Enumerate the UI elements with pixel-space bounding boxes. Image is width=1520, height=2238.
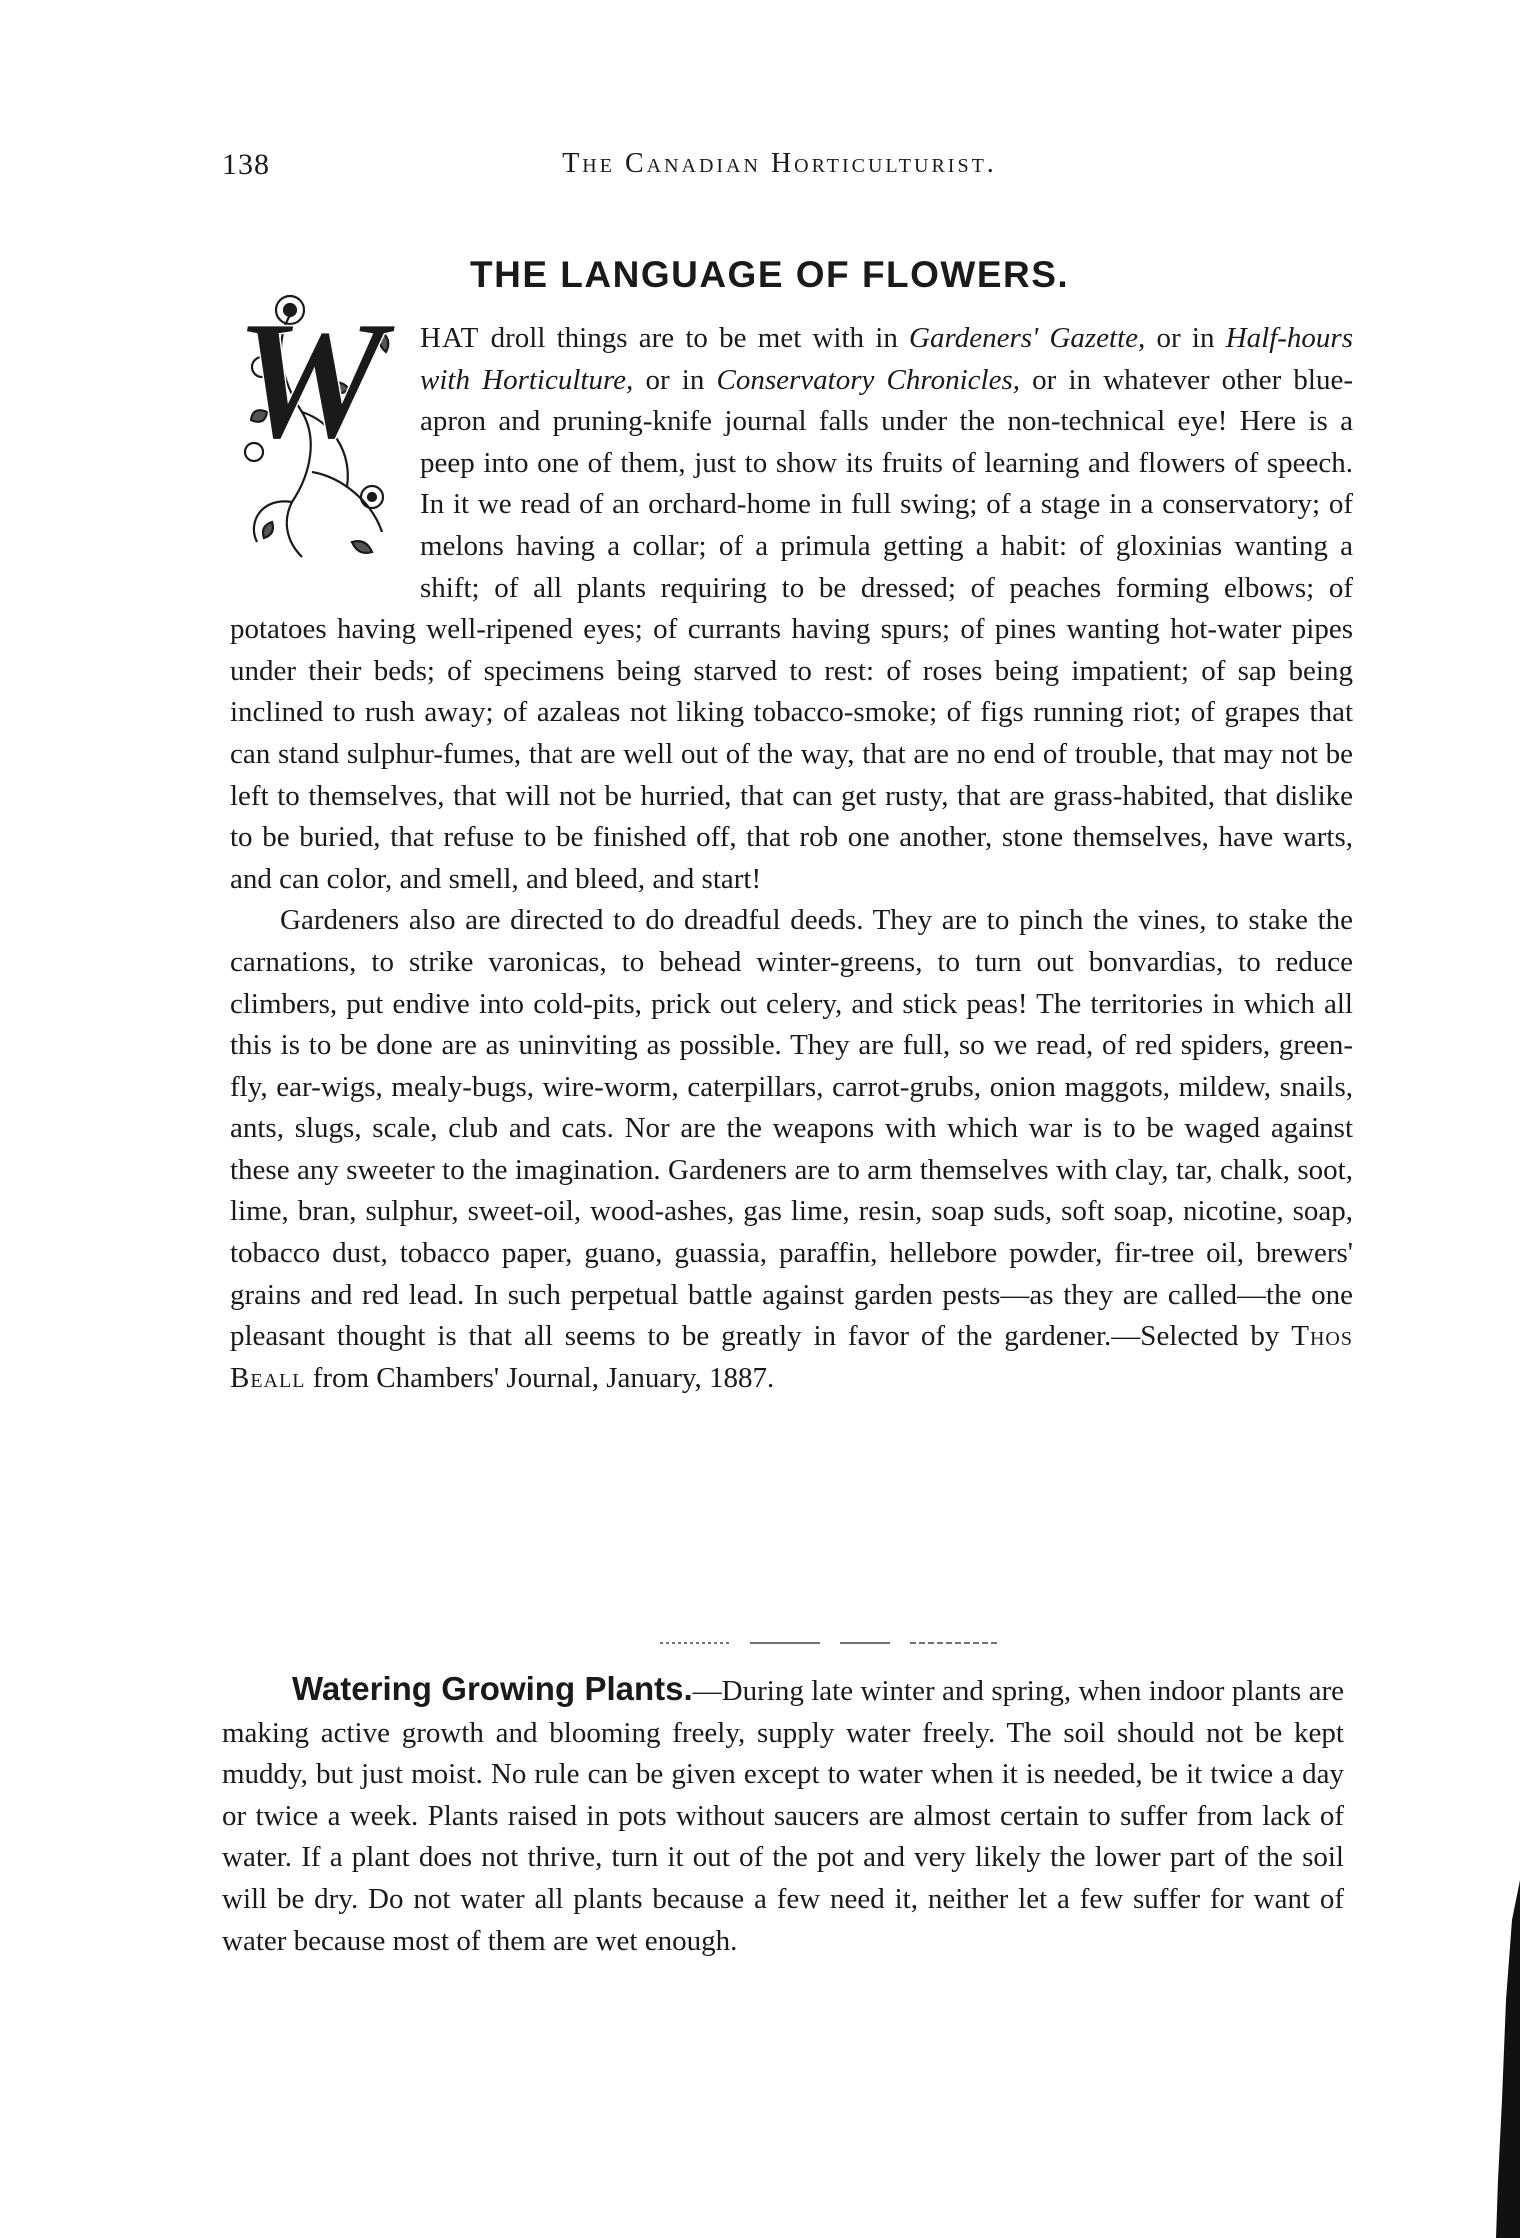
journal-reference: Conservatory Chronicles, xyxy=(716,363,1020,396)
opening-word: HAT xyxy=(420,322,480,354)
watering-paragraph: Watering Growing Plants.—During late winter and spring, when indoor plants are making active growth and blooming freely, supply water freely. The soil should not be kept muddy, but just moist. No rule can be given except to water when it is needed, be it twice a day or twice a week. Plants raised in pots without saucers are almost certain to suffer from lack of water. If a plant does not thrive, turn it out of the pot and very likely the lower part of the soil will be dry. Do not water all plants because a few need it, neither let a few suffer for want of water because most of them are wet enough. xyxy=(222,1670,1344,1957)
article-body xyxy=(230,318,1353,1399)
section-heading: Watering Growing Plants. xyxy=(292,1670,693,1707)
running-head xyxy=(222,148,1337,188)
journal-title: The Canadian Horticulturist. xyxy=(562,148,997,179)
journal-reference: Gardeners' Gazette, xyxy=(909,322,1146,354)
watering-section xyxy=(222,1668,1344,1962)
page-number: 138 xyxy=(222,148,270,181)
dropcap-letter: W xyxy=(234,286,386,474)
article-title: THE LANGUAGE OF FLOWERS. xyxy=(470,254,1070,295)
page-edge-shadow xyxy=(1492,1880,1520,2238)
section-separator xyxy=(660,1640,1000,1646)
article-paragraph: HAT droll things are to be met with in Gardeners' Gazette, or in Half-hours with Horticulture, or in Conservatory Chronicles, or in whatever other blue-apron and pruning-knife journal falls under the non-technical eye! Here is a peep into one of them, just to show its fruits of learning and flowers of speech. In it we read of an orchard-home in full swing; of a stage in a conservatory; of melons having a collar; of a primula getting a habit: of gloxinias wanting a shift; of all plants requiring to be dressed; of peaches forming elbows; of potatoes having well-ripened eyes; of currants having spurs; of pines wanting hot-water pipes under their beds; of specimens being starved to rest: of roses being impatient; of sap being inclined to rush away; of azaleas not liking tobacco-smoke; of figs running riot; of grapes that can stand sulphur-fumes, that are well out of the way, that are no end of trouble, that may not be left to themselves, that will not be hurried, that can get rusty, that are grass-habited, that dislike to be buried, that refuse to be finished off, that rob one another, stone themselves, have warts, and can color, and smell, and bleed, and start! xyxy=(230,322,1353,895)
credit-name: Thos Beall xyxy=(230,1320,1353,1394)
article-paragraph: Gardeners also are directed to do dreadful deeds. They are to pinch the vines, to stake the carnations, to strike varonicas, to behead winter-greens, to turn out bonvardias, to reduce climbers, put endive into cold-pits, prick out celery, and stick peas! The territories in which all this is to be done are as uninviting as possible. They are full, so we read, of red spiders, green-fly, ear-wigs, mealy-bugs, wire-worm, caterpillars, carrot-grubs, onion maggots, mildew, snails, ants, slugs, scale, club and cats. Nor are the weapons with which war is to be waged against these any sweeter to the imagination. Gardeners are to arm themselves with clay, tar, chalk, soot, lime, bran, sulphur, sweet-oil, wood-ashes, gas lime, resin, soap suds, soft soap, nicotine, soap, tobacco dust, tobacco paper, guano, guassia, paraffin, hellebore powder, fir-tree oil, brewers' grains and red lead. In such perpetual battle against garden pests—as they are called—the one pleasant thought is that all seems to be greatly in favor of the gardener.—Selected by Thos Beall from Chambers' Journal, January, 1887. xyxy=(230,904,1353,1394)
journal-reference: Half-hours with Horticulture, xyxy=(420,322,1353,396)
